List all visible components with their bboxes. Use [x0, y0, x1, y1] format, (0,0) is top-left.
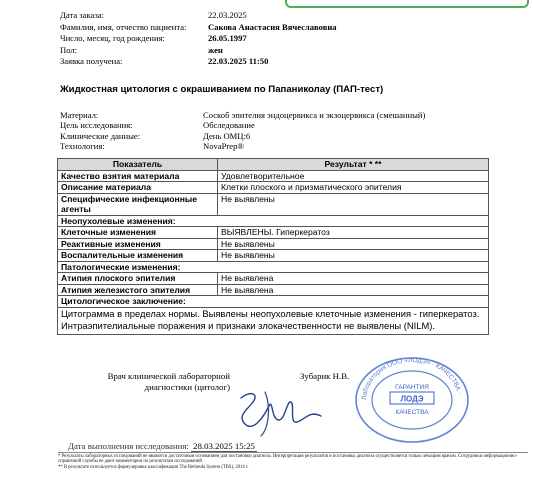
row-value: Не выявлена: [218, 284, 489, 296]
field-label: Дата заказа:: [60, 10, 104, 20]
field-label: Пол:: [60, 44, 78, 55]
table-row: [58, 182, 489, 194]
table-row: [58, 284, 489, 296]
stamp-top-text: ГАРАНТИЯ: [395, 384, 429, 391]
completion-line: [68, 441, 257, 451]
document-title: Жидкостная цитология с окрашиванием по Папаниколау (ПАП-тест): [60, 84, 384, 95]
received-row: [60, 56, 500, 68]
row-label: Описание материала: [58, 182, 218, 194]
row-value: Не выявлены: [218, 250, 489, 262]
order-date-row: [60, 10, 500, 22]
stamp-ring-text: Лаборатория ООО «ЛОДЭ» · КАЧЕСТВА ·: [360, 356, 463, 401]
sex-row: [60, 45, 500, 57]
birth-date: 26.05.1997: [208, 33, 247, 44]
section-row: [58, 215, 489, 227]
clinical-row: [60, 131, 500, 141]
doctor-name: Зубарик Н.В.: [300, 371, 350, 381]
section-row: [58, 296, 489, 308]
row-value: Не выявлена: [218, 273, 489, 285]
row-value: Не выявлены: [218, 193, 489, 215]
row-value: Не выявлены: [218, 238, 489, 250]
field-label: Технология:: [60, 141, 105, 152]
material-value: Соскоб эпителия эндоцервикса и экзоцервикса (смешанный): [203, 110, 426, 120]
received-date: 22.03.2025 11:50: [208, 56, 269, 67]
field-label: Число, месяц, год рождения:: [60, 33, 165, 44]
row-label: Воспалительные изменения: [58, 250, 218, 262]
row-label: Клеточные изменения: [58, 227, 218, 239]
birth-date-row: [60, 33, 500, 45]
material-info: [60, 110, 500, 152]
row-value: ВЫЯВЛЕНЫ. Гиперкератоз: [218, 227, 489, 239]
row-label: Качество взятия материала: [58, 170, 218, 182]
row-label: Специфические инфекционные агенты: [58, 193, 218, 215]
order-date: 22.03.2025: [208, 10, 247, 20]
field-label: Фамилия, имя, отчество пациента:: [60, 21, 187, 32]
field-label: Клинические данные:: [60, 130, 141, 141]
table-row: [58, 238, 489, 250]
section-conclusion: Цитологическое заключение:: [58, 296, 489, 308]
signature-scribble: [225, 380, 335, 438]
table-row: [58, 193, 489, 215]
material-row: [60, 110, 500, 120]
lab-stamp: [352, 356, 472, 444]
technology-value: NovaPrep®: [203, 141, 244, 152]
header-result: Результат * **: [218, 159, 489, 171]
purpose-row: [60, 120, 500, 130]
table-header-row: [58, 159, 489, 171]
conclusion-text: Цитограмма в пределах нормы. Выявлены неопухолевые клеточные изменения - гиперкератоз. Интраэпителиальные поражения и признаки злокачественности не выявлены (NILM).: [58, 307, 489, 334]
field-label: Цель исследования:: [60, 120, 133, 131]
table-row: [58, 170, 489, 182]
stamp-middle-text: ЛОДЭ: [400, 394, 424, 404]
table-row: [58, 250, 489, 262]
row-label: Атипия железистого эпителия: [58, 284, 218, 296]
sex: жен: [208, 44, 223, 55]
results-table: [57, 158, 489, 335]
header-indicator: Показатель: [58, 159, 218, 171]
field-label: Материал:: [60, 110, 99, 120]
stamp-bottom-text: КАЧЕСТВА: [395, 409, 429, 416]
patient-name-row: [60, 22, 500, 34]
conclusion-row: [58, 307, 489, 334]
technology-row: [60, 141, 500, 151]
section-row: [58, 261, 489, 273]
row-value: Удовлетворительное: [218, 170, 489, 182]
header-accent-bar: [285, 0, 529, 8]
footnote-1: * Результаты лабораторных исследований не являются достаточным основанием для постановки диагноза. Интерпретация результатов и постановка диагноза осуществляется только лечащим врачом. Сотрудники информационно-справочной службы не дают комментарии по результатам исследований.: [58, 454, 518, 465]
footnotes: [58, 452, 528, 470]
footnote-2: ** В результате используется формулировка классификации The Bethesda System (TBS), 2014 г.: [58, 464, 249, 470]
field-label: Заявка получена:: [60, 56, 123, 67]
patient-name: Сакова Анастасия Вячеславовна: [208, 21, 337, 32]
table-row: [58, 227, 489, 239]
section-nontumor: Неопухолевые изменения:: [58, 215, 489, 227]
row-label: Атипия плоского эпителия: [58, 273, 218, 285]
row-value: Клетки плоского и призматического эпителия: [218, 182, 489, 194]
clinical-value: День ОМЦ:6: [203, 130, 251, 141]
row-label: Реактивные изменения: [58, 238, 218, 250]
completion-date: 28.03.2025 15:25: [193, 441, 255, 451]
section-pathology: Патологические изменения:: [58, 261, 489, 273]
purpose-value: Обследование: [203, 120, 255, 131]
completion-label: Дата выполнения исследования:: [68, 441, 189, 451]
doctor-role: Врач клинической лабораторной диагностики (цитолог): [107, 371, 230, 392]
patient-info: [60, 10, 500, 68]
table-row: [58, 273, 489, 285]
